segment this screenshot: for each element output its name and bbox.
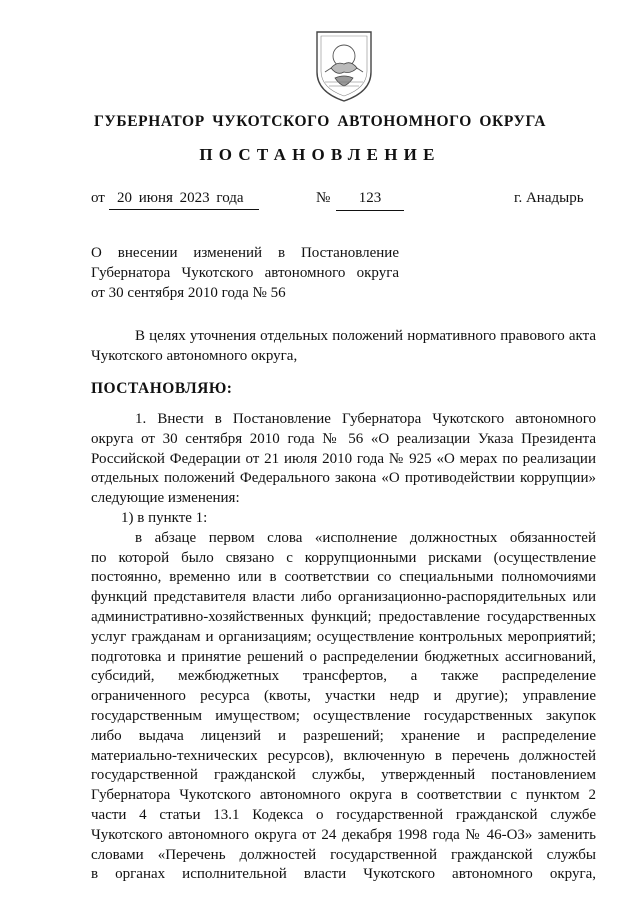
subject-line: Губернатора Чукотского автономного округа xyxy=(91,265,399,281)
document-date: 20 июня 2023 года xyxy=(109,190,259,210)
body-line: ограниченного ресурса (квоты, участки недр и другие); управление xyxy=(91,688,596,705)
body-line: словами «Перечень должностей государственной гражданской службы xyxy=(91,846,596,863)
decree-body xyxy=(91,410,596,885)
body-line: 1. Внести в Постановление Губернатора Чукотского автономного xyxy=(135,411,596,427)
preamble xyxy=(91,327,596,367)
body-line: государственным имуществом; осуществление государственных закупок xyxy=(91,707,596,724)
body-line: государственной гражданской службы, утвержденный постановлением xyxy=(91,767,596,784)
body-line: в органах исполнительной власти Чукотского автономного округа, xyxy=(91,866,596,883)
body-line: следующие изменения: xyxy=(91,490,240,507)
body-line: по которой было связано с коррупционными рисками (осуществление xyxy=(91,549,596,566)
body-line: функций представителя власти либо организационно-распорядительных или xyxy=(91,589,596,606)
body-line: в абзаце первом слова «исполнение должностных обязанностей xyxy=(135,529,596,546)
document-number: 123 xyxy=(336,190,404,211)
body-line: округа от 30 сентября 2010 года № 56 «О реализации Указа Президента xyxy=(91,430,596,447)
date-prefix: от xyxy=(91,190,105,206)
body-line: услуг гражданам и организациям; осуществление контрольных мероприятий; xyxy=(91,628,596,645)
document-subject xyxy=(91,243,399,303)
subject-line: от 30 сентября 2010 года № 56 xyxy=(91,285,286,301)
body-line: Чукотского автономного округа от 24 декабря 1998 года № 46-ОЗ» заменить xyxy=(91,826,596,843)
body-line: 1) в пункте 1: xyxy=(121,509,208,526)
body-line: Губернатора Чукотского автономного округа в соответствии с пунктом 2 xyxy=(91,787,596,804)
preamble-line: В целях уточнения отдельных положений нормативного правового акта xyxy=(135,328,596,344)
issuing-authority: ГУБЕРНАТОР ЧУКОТСКОГО АВТОНОМНОГО ОКРУГА xyxy=(93,113,547,130)
body-line: части 4 статьи 13.1 Кодекса о государственной гражданской службе xyxy=(91,806,596,823)
body-line: субсидий, межбюджетных трансфертов, а также распределение xyxy=(91,668,596,685)
body-line: отдельных положений Федерального закона «О противодействии коррупции» xyxy=(91,470,596,487)
number-sign: № xyxy=(316,190,331,206)
body-line: материально-технических ресурсов), включенную в перечень должностей xyxy=(91,747,596,764)
document-type: ПОСТАНОВЛЕНИЕ xyxy=(199,145,441,164)
body-line: подготовка и принятие решений о распределении бюджетных ассигнований, xyxy=(91,648,596,665)
document-city: г. Анадырь xyxy=(514,190,584,206)
chukotka-coat-of-arms-icon xyxy=(311,28,377,104)
body-line: либо выдача лицензий и разрешений; хранение и распределение xyxy=(91,727,596,744)
subject-line: О внесении изменений в Постановление xyxy=(91,245,399,261)
preamble-line: Чукотского автономного округа, xyxy=(91,347,298,364)
body-line: постоянно, временно или в соответствии со специальными полномочиями xyxy=(91,569,596,586)
body-line: Российской Федерации от 21 июля 2010 года № 925 «О мерах по реализации xyxy=(91,450,596,467)
body-line: административно-хозяйственных функций; предоставление государственных xyxy=(91,608,596,625)
decree-word: ПОСТАНОВЛЯЮ: xyxy=(91,380,233,397)
